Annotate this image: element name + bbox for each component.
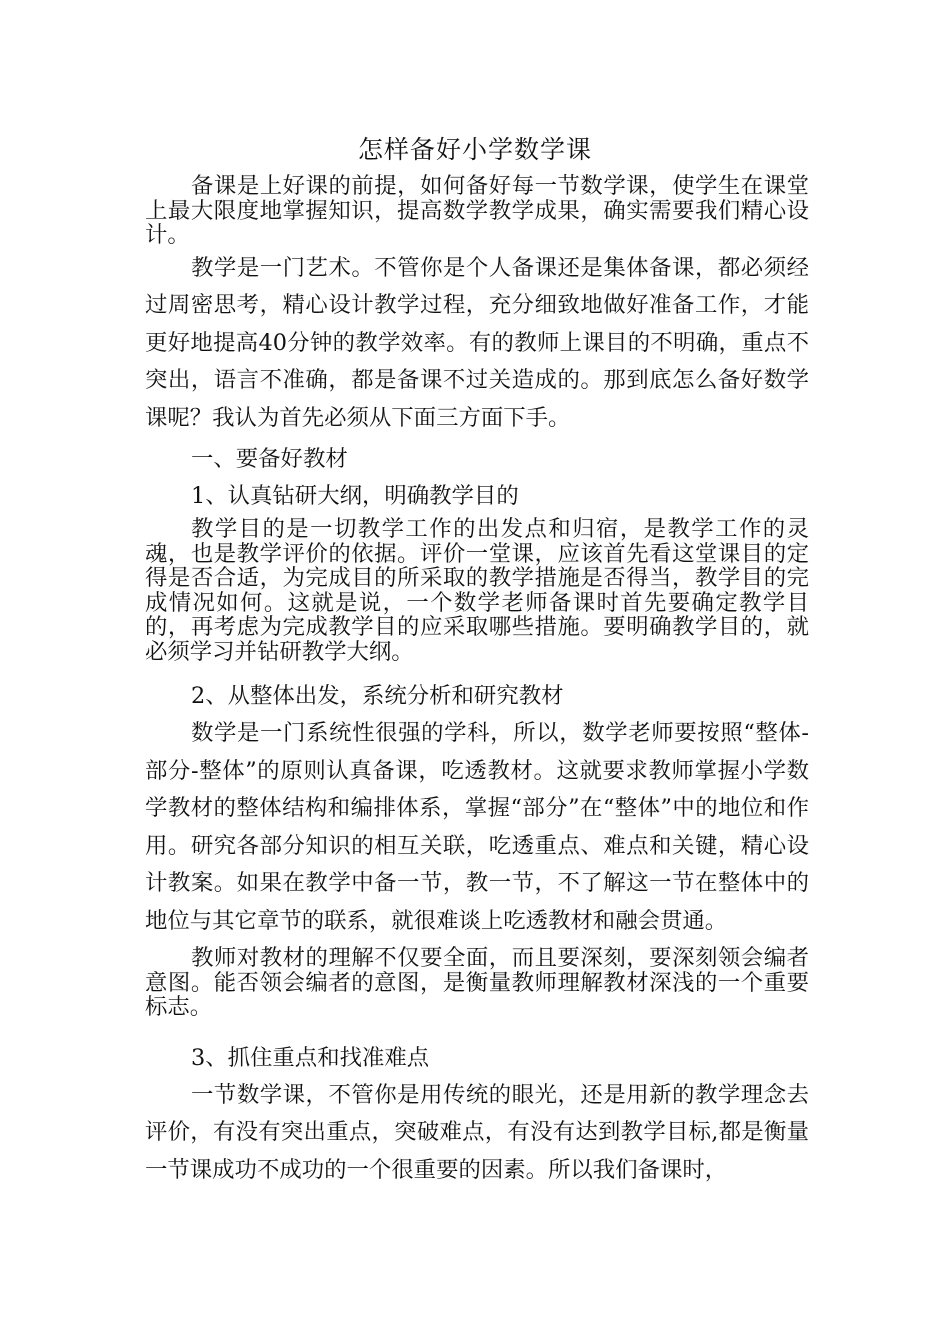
document-body (145, 174, 809, 1189)
paragraph-5: 教师对教材的理解不仅要全面，而且要深刻，要深刻领会编者意图。能否领会编者的意图，是衡量教师理解教材深浅的一个重要标志。 (145, 945, 809, 1020)
subsection-heading-1: 1、认真钻研大纲，明确教学目的 (191, 483, 519, 509)
section-heading-1: 一、要备好教材 (191, 446, 348, 472)
subsection-heading-2: 2、从整体出发，系统分析和研究教材 (191, 683, 564, 709)
paragraph-1: 备课是上好课的前提，如何备好每一节数学课，使学生在课堂上最大限度地掌握知识，提高数学教学成果，确实需要我们精心设计。 (145, 173, 809, 248)
paragraph-2: 教学是一门艺术。不管你是个人备课还是集体备课，都必须经过周密思考，精心设计教学过程，充分细致地做好准备工作，才能更好地提高40分钟的教学效率。有的教师上课目的不明确，重点不突出，语言不准确，都是备课不过关造成的。那到底怎么备好数学课呢？我认为首先必须从下面三方面下手。 (145, 254, 809, 431)
paragraph-6: 一节数学课，不管你是用传统的眼光，还是用新的教学理念去评价，有没有突出重点，突破难点，有没有达到教学目标,都是衡量一节课成功不成功的一个很重要的因素。所以我们备课时， (145, 1081, 809, 1183)
paragraph-3: 教学目的是一切教学工作的出发点和归宿，是教学工作的灵魂，也是教学评价的依据。评价一堂课，应该首先看这堂课目的定得是否合适，为完成目的所采取的教学措施是否得当，教学目的完成情况如何。这就是说，一个数学老师备课时首先要确定教学目的，再考虑为完成教学目的应采取哪些措施。要明确教学目的，就必须学习并钻研教学大纲。 (145, 516, 809, 665)
document-title: 怎样备好小学数学课 (357, 135, 592, 164)
subsection-heading-3: 3、抓住重点和找准难点 (191, 1044, 430, 1071)
paragraph-4: 数学是一门系统性很强的学科，所以，数学老师要按照“整体-部分-整体”的原则认真备课，吃透教材。这就要求教师掌握小学数学教材的整体结构和编排体系，掌握“部分”在“整体”中的地位和作用。研究各部分知识的相互关联，吃透重点、难点和关键，精心设计教案。如果在教学中备一节，教一节，不了解这一节在整体中的地位与其它章节的联系，就很难谈上吃透教材和融会贯通。 (145, 720, 809, 934)
